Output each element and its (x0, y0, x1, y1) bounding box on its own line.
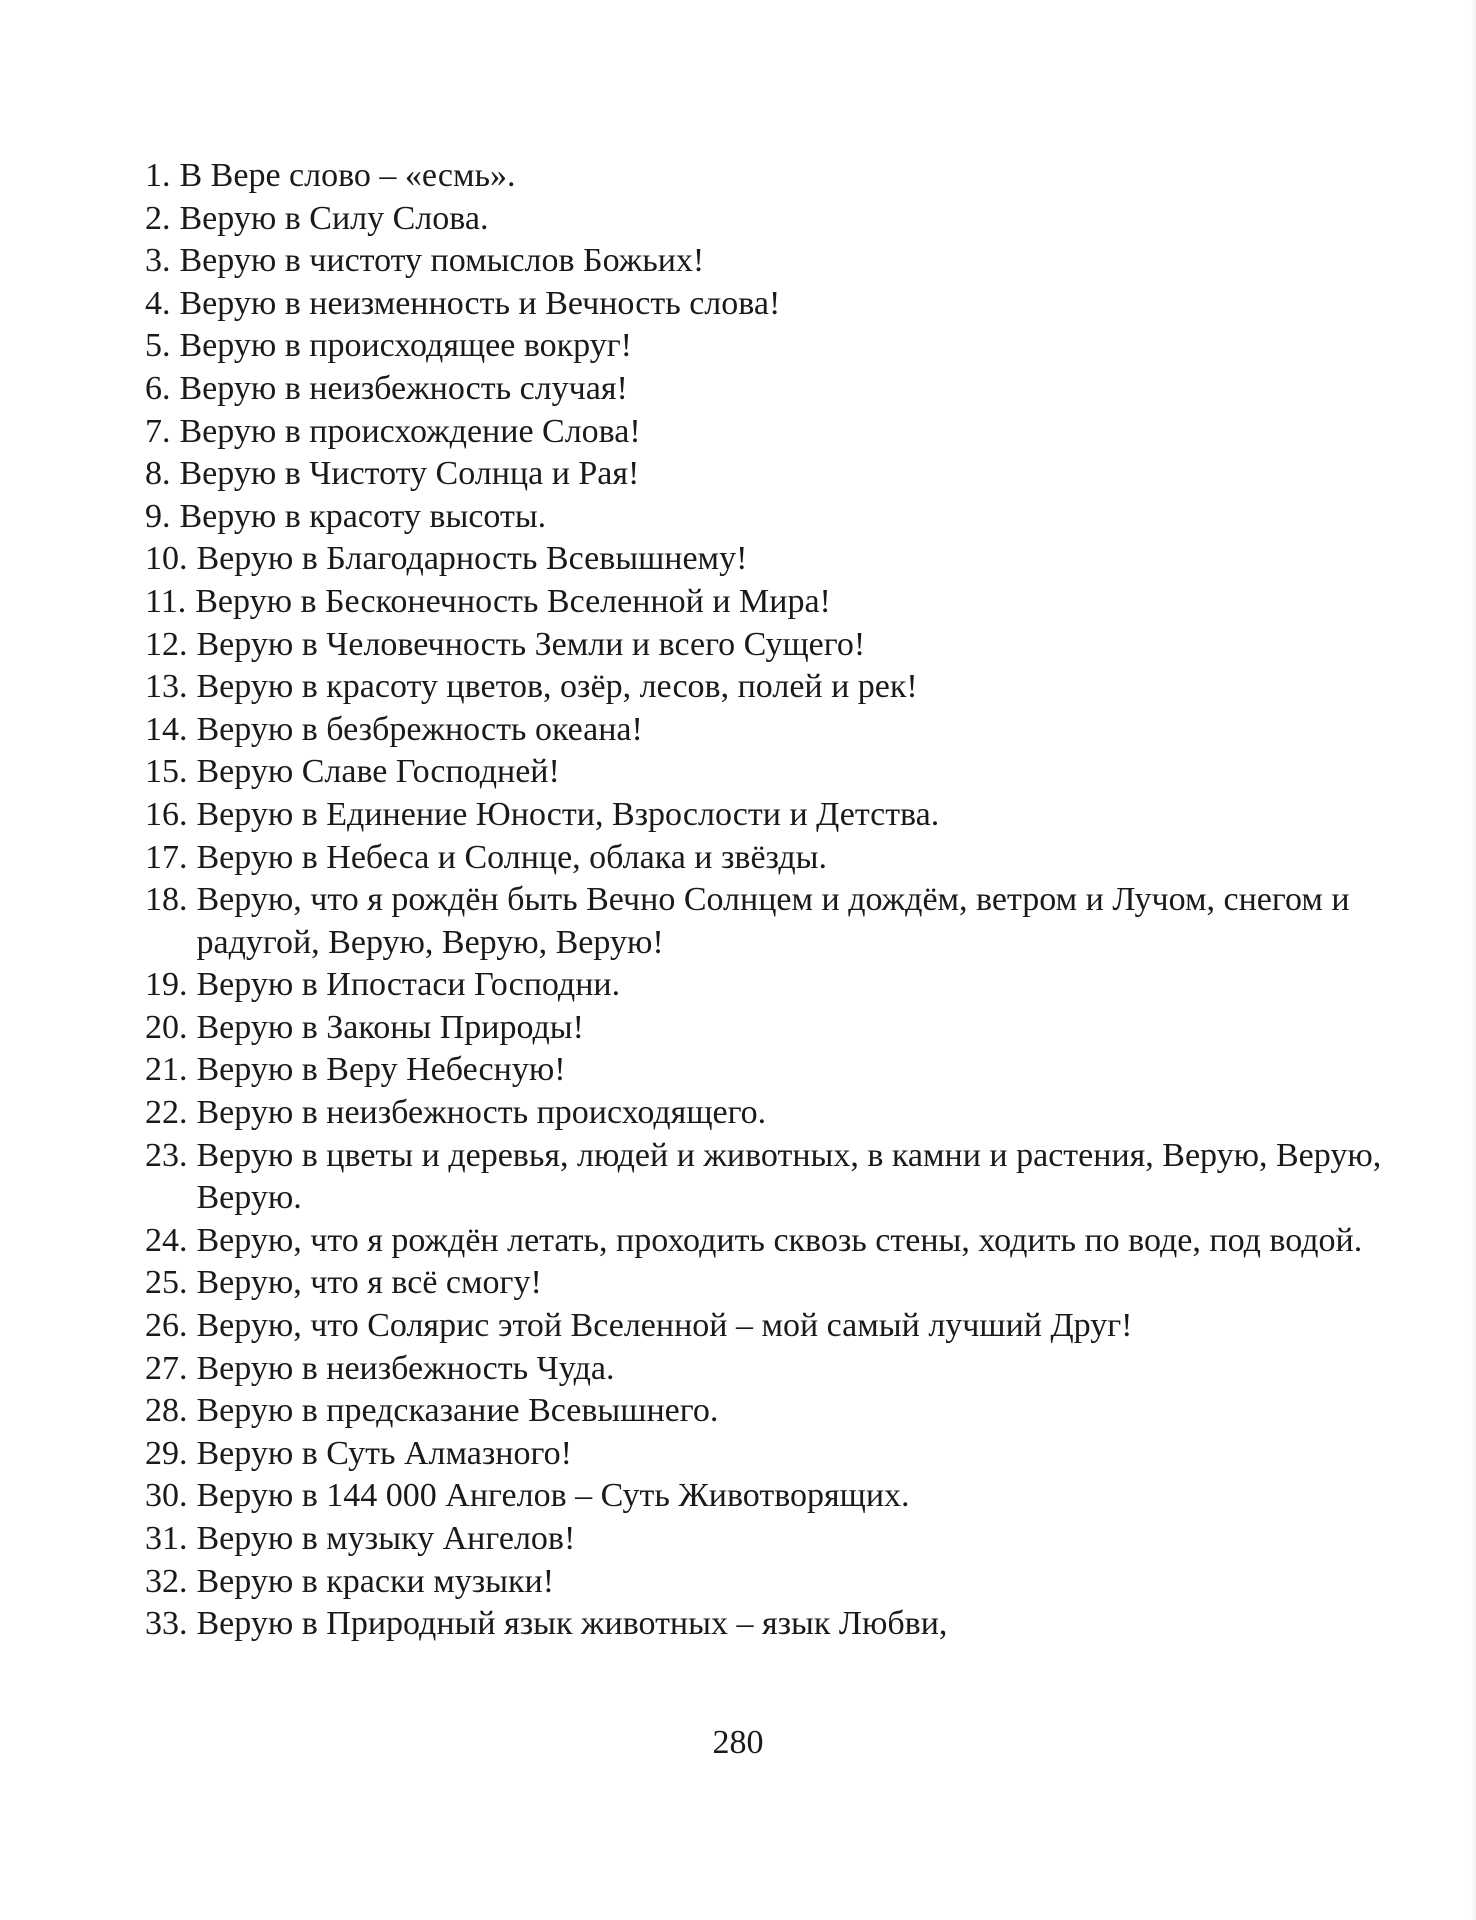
list-item (145, 155, 1420, 198)
list-item (145, 411, 1420, 454)
item-text: Верую в красоту цветов, озёр, лесов, полей и рек! (196, 668, 918, 706)
item-number: 33. (145, 1605, 188, 1643)
item-text: Верую в 144 000 Ангелов – Суть Животворящих. (196, 1477, 910, 1515)
item-number: 31. (145, 1520, 188, 1557)
item-number: 5. (145, 327, 171, 365)
item-text: Верую, что Солярис этой Вселенной – мой самый лучший Друг! (196, 1307, 1133, 1345)
item-text: Верую в неизменность и Вечность слова! (179, 284, 781, 322)
list-item (145, 1049, 1420, 1092)
item-text: Верую, что я рождён летать, проходить сквозь стены, ходить по воде, под водой. (196, 1221, 1363, 1259)
list-item (145, 368, 1420, 411)
list-item (145, 1348, 1420, 1391)
list-item (145, 283, 1420, 326)
item-text: Верую в Благодарность Всевышнему! (196, 540, 748, 578)
item-text: Верую в музыку Ангелов! (196, 1520, 576, 1557)
item-number: 8. (145, 455, 171, 493)
item-text: Верую в происходящее вокруг! (179, 327, 632, 365)
item-text: Верую Славе Господней! (196, 753, 560, 791)
item-text: Верую в неизбежность случая! (179, 369, 628, 407)
list-item (145, 1603, 1420, 1646)
item-text: Верую в краски музыки! (196, 1562, 555, 1600)
list-item (145, 198, 1420, 241)
list-item (145, 1305, 1420, 1348)
item-number: 18. (145, 881, 188, 919)
list-item (145, 1007, 1420, 1050)
numbered-list (145, 155, 1420, 1646)
list-item (145, 751, 1420, 794)
item-text: Верую в цветы и деревья, людей и животных, в камни и растения, Верую, Верую, Верую. (196, 1136, 1382, 1217)
item-number: 7. (145, 412, 171, 450)
item-number: 9. (145, 497, 171, 535)
list-item (145, 837, 1420, 880)
item-number: 16. (145, 795, 188, 833)
item-text: Верую в Бесконечность Вселенной и Мира! (195, 582, 831, 620)
item-number: 1. (145, 157, 171, 194)
item-text: Верую в Единение Юности, Взрослости и Детства. (196, 795, 940, 833)
item-text: Верую в Силу Слова. (179, 199, 489, 237)
item-number: 2. (145, 199, 171, 237)
list-item (145, 709, 1420, 752)
item-number: 21. (145, 1051, 188, 1089)
page-number: 280 (712, 1724, 764, 1761)
item-text: Верую в Законы Природы! (196, 1008, 584, 1046)
list-item (145, 325, 1420, 368)
item-number: 10. (145, 540, 188, 578)
item-number: 22. (145, 1094, 188, 1132)
item-text: Верую, что я рождён быть Вечно Солнцем и дождём, ветром и Лучом, снегом и радугой, Верую, Верую, Верую! (196, 881, 1350, 961)
item-text: Верую в Ипостаси Господни. (196, 966, 621, 1004)
item-text: Верую в Человечность Земли и всего Сущего! (196, 625, 866, 663)
list-item (145, 879, 1420, 964)
item-number: 23. (145, 1136, 188, 1174)
item-number: 3. (145, 242, 171, 280)
list-item (145, 1433, 1420, 1476)
item-text: Верую в красоту высоты. (179, 497, 547, 535)
item-number: 14. (145, 710, 188, 748)
item-text: Верую в Суть Алмазного! (196, 1434, 572, 1472)
list-item (145, 794, 1420, 837)
list-item (145, 1092, 1420, 1135)
list-item (145, 496, 1420, 539)
list-item (145, 1561, 1420, 1604)
item-number: 13. (145, 668, 188, 706)
list-item (145, 538, 1420, 581)
item-number: 17. (145, 838, 188, 876)
item-text: Верую в предсказание Всевышнего. (196, 1392, 719, 1430)
item-number: 4. (145, 284, 171, 322)
list-item (145, 1518, 1420, 1561)
item-number: 15. (145, 753, 188, 791)
item-text: Верую в Природный язык животных – язык Любви, (196, 1605, 948, 1643)
item-text: В Вере слово – «есмь». (179, 157, 516, 194)
item-number: 25. (145, 1264, 188, 1302)
item-number: 26. (145, 1307, 188, 1345)
item-number: 32. (145, 1562, 188, 1600)
item-text: Верую в неизбежность происходящего. (196, 1094, 767, 1132)
item-number: 24. (145, 1221, 188, 1259)
list-item (145, 453, 1420, 496)
list-item (145, 1220, 1420, 1263)
list-item (145, 1135, 1420, 1220)
list-item (145, 1475, 1420, 1518)
item-number: 28. (145, 1392, 188, 1430)
list-item (145, 964, 1420, 1007)
item-text: Верую в безбрежность океана! (196, 710, 643, 748)
item-text: Верую в происхождение Слова! (179, 412, 641, 450)
item-number: 19. (145, 966, 188, 1004)
item-number: 11. (145, 582, 187, 620)
item-number: 30. (145, 1477, 188, 1515)
item-number: 27. (145, 1349, 188, 1387)
list-item (145, 240, 1420, 283)
item-text: Верую в неизбежность Чуда. (196, 1349, 615, 1387)
item-number: 6. (145, 369, 171, 407)
item-number: 12. (145, 625, 188, 663)
list-item (145, 624, 1420, 667)
item-text: Верую в Небеса и Солнце, облака и звёзды. (196, 838, 828, 876)
item-text: Верую в Веру Небесную! (196, 1051, 566, 1089)
list-item (145, 1390, 1420, 1433)
page-edge (1470, 0, 1476, 1920)
list-item (145, 666, 1420, 709)
item-text: Верую в чистоту помыслов Божьих! (179, 242, 705, 280)
item-number: 20. (145, 1008, 188, 1046)
item-text: Верую в Чистоту Солнца и Рая! (179, 455, 640, 493)
list-item (145, 581, 1420, 624)
item-text: Верую, что я всё смогу! (196, 1264, 542, 1302)
item-number: 29. (145, 1434, 188, 1472)
list-item (145, 1262, 1420, 1305)
